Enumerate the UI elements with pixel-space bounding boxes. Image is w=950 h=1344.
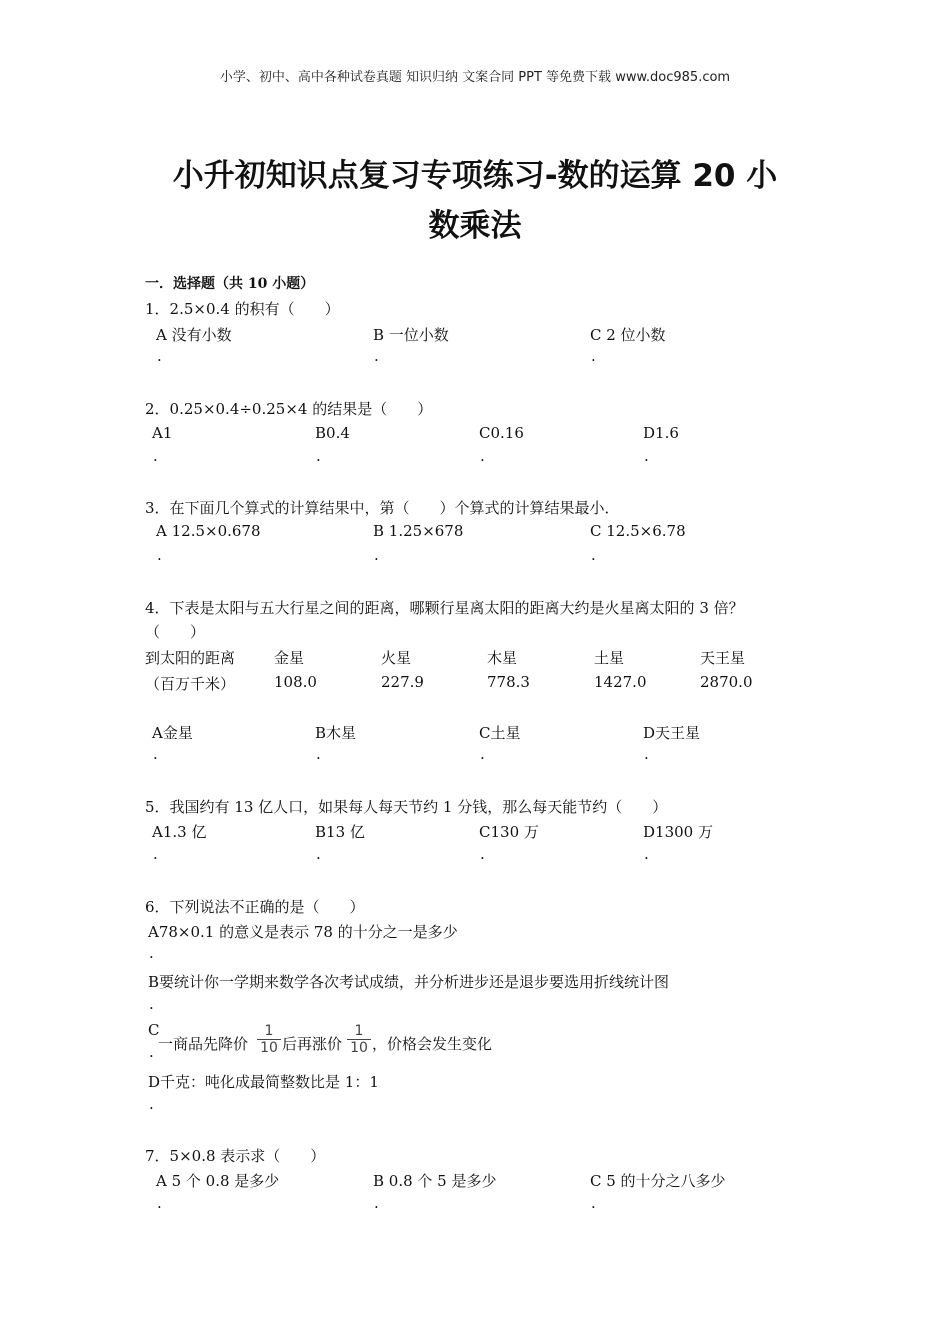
table-row-label-1: 到太阳的距离: [145, 649, 236, 667]
table-header-saturn: 土星: [594, 649, 625, 667]
question-5-stem: 5．我国约有 13 亿人口，如果每人每天节约 1 分钱，那么每天能节约（ ）: [145, 798, 668, 816]
question-7-stem: 7．5×0.8 表示求（ ）: [145, 1147, 326, 1165]
q7-option-a: A 5 个 0.8 是多少: [156, 1172, 280, 1190]
q4-option-d-dot: .: [644, 745, 649, 763]
q6-option-a: A78×0.1 的意义是表示 78 的十分之一是多少: [148, 923, 458, 941]
q6-option-b: B要统计你一学期来数学各次考试成绩，并分析进步还是退步要选用折线统计图: [148, 973, 670, 991]
q4-option-c-dot: .: [480, 745, 485, 763]
q6-option-c-text-1: 一商品先降价: [158, 1035, 249, 1053]
q5-option-b: B13 亿: [315, 823, 365, 841]
document-title-line-2: 数乘法: [428, 208, 522, 244]
question-3-stem: 3．在下面几个算式的计算结果中，第（ ）个算式的计算结果最小．: [145, 499, 620, 517]
q7-option-a-dot: .: [157, 1194, 162, 1212]
section-heading: 一．选择题（共 10 小题）: [145, 276, 315, 292]
q7-option-b: B 0.8 个 5 是多少: [373, 1172, 497, 1190]
q6-option-d-dot: .: [149, 1095, 154, 1113]
q4-option-c: C土星: [479, 724, 521, 742]
q2-option-d-dot: .: [644, 447, 649, 465]
table-value-mars: 227.9: [381, 673, 424, 691]
q7-option-c: C 5 的十分之八多少: [590, 1172, 726, 1190]
table-header-jupiter: 木星: [487, 649, 518, 667]
table-value-jupiter: 778.3: [487, 673, 530, 691]
q7-option-c-dot: .: [591, 1194, 596, 1212]
q6-fraction-2-denominator: 10: [350, 1040, 368, 1056]
q5-option-d-dot: .: [644, 845, 649, 863]
table-value-saturn: 1427.0: [594, 673, 647, 691]
q4-option-a-dot: .: [153, 745, 158, 763]
question-4-stem: 4．下表是太阳与五大行星之间的距离，哪颗行星离太阳的距离大约是火星离太阳的 3 倍？: [145, 599, 744, 617]
table-value-venus: 108.0: [274, 673, 317, 691]
q5-option-b-dot: .: [316, 845, 321, 863]
q4-option-d: D天王星: [643, 724, 701, 742]
table-row-label-2: （百万千米）: [145, 675, 236, 693]
q6-option-b-dot: .: [149, 995, 154, 1013]
q6-fraction-1-denominator: 10: [260, 1040, 278, 1056]
document-title-line-1: 小升初知识点复习专项练习-数的运算 20 小: [172, 158, 778, 194]
q3-option-c: C 12.5×6.78: [590, 522, 686, 540]
q6-option-d: D千克：吨化成最简整数比是 1：1: [148, 1073, 379, 1091]
q5-option-a: A1.3 亿: [152, 823, 207, 841]
q1-option-a-dot: .: [157, 347, 162, 365]
page-header: 小学、初中、高中各种试卷真题 知识归纳 文案合同 PPT 等免费下载 www.doc985.com: [219, 70, 731, 85]
q4-option-a: A金星: [152, 724, 193, 742]
q6-fraction-2: [347, 1023, 371, 1056]
q2-option-a: A1: [152, 424, 173, 442]
question-6-stem: 6．下列说法不正确的是（ ）: [145, 898, 365, 916]
q1-option-c: C 2 位小数: [590, 326, 666, 344]
table-value-uranus: 2870.0: [700, 673, 753, 691]
q2-option-b: B0.4: [315, 424, 350, 442]
q5-option-c-dot: .: [480, 845, 485, 863]
q3-option-a-dot: .: [157, 546, 162, 564]
q5-option-c: C130 万: [479, 823, 539, 841]
q1-option-a: A 没有小数: [156, 326, 232, 344]
table-header-uranus: 天王星: [700, 649, 746, 667]
q3-option-c-dot: .: [591, 546, 596, 564]
q3-option-a: A 12.5×0.678: [156, 522, 261, 540]
q6-option-c-dot: .: [149, 1043, 154, 1061]
q6-fraction-2-numerator: 1: [347, 1023, 371, 1040]
q7-option-b-dot: .: [374, 1194, 379, 1212]
q6-option-c-text-3: ，价格会发生变化: [372, 1035, 493, 1053]
q2-option-d: D1.6: [643, 424, 679, 442]
q1-option-c-dot: .: [591, 347, 596, 365]
q3-option-b-dot: .: [374, 546, 379, 564]
q5-option-d: D1300 万: [643, 823, 713, 841]
q3-option-b: B 1.25×678: [373, 522, 464, 540]
q2-option-c: C0.16: [479, 424, 524, 442]
q6-fraction-1-numerator: 1: [257, 1023, 281, 1040]
table-header-mars: 火星: [381, 649, 412, 667]
q1-option-b: B 一位小数: [373, 326, 449, 344]
q6-option-a-dot: .: [149, 944, 154, 962]
q6-fraction-1: [257, 1023, 281, 1056]
q4-option-b-dot: .: [316, 745, 321, 763]
q2-option-a-dot: .: [153, 447, 158, 465]
q2-option-c-dot: .: [480, 447, 485, 465]
q6-option-c-text-2: 后再涨价: [282, 1035, 343, 1053]
q4-option-b: B木星: [315, 724, 357, 742]
q2-option-b-dot: .: [316, 447, 321, 465]
q1-option-b-dot: .: [374, 347, 379, 365]
table-header-venus: 金星: [274, 649, 305, 667]
q6-option-c-letter: C: [148, 1021, 160, 1039]
question-2-stem: 2．0.25×0.4÷0.25×4 的结果是（ ）: [145, 400, 433, 418]
q5-option-a-dot: .: [153, 845, 158, 863]
question-1-stem: 1．2.5×0.4 的积有（ ）: [145, 300, 340, 318]
question-4-stem-cont: （ ）: [145, 623, 206, 641]
